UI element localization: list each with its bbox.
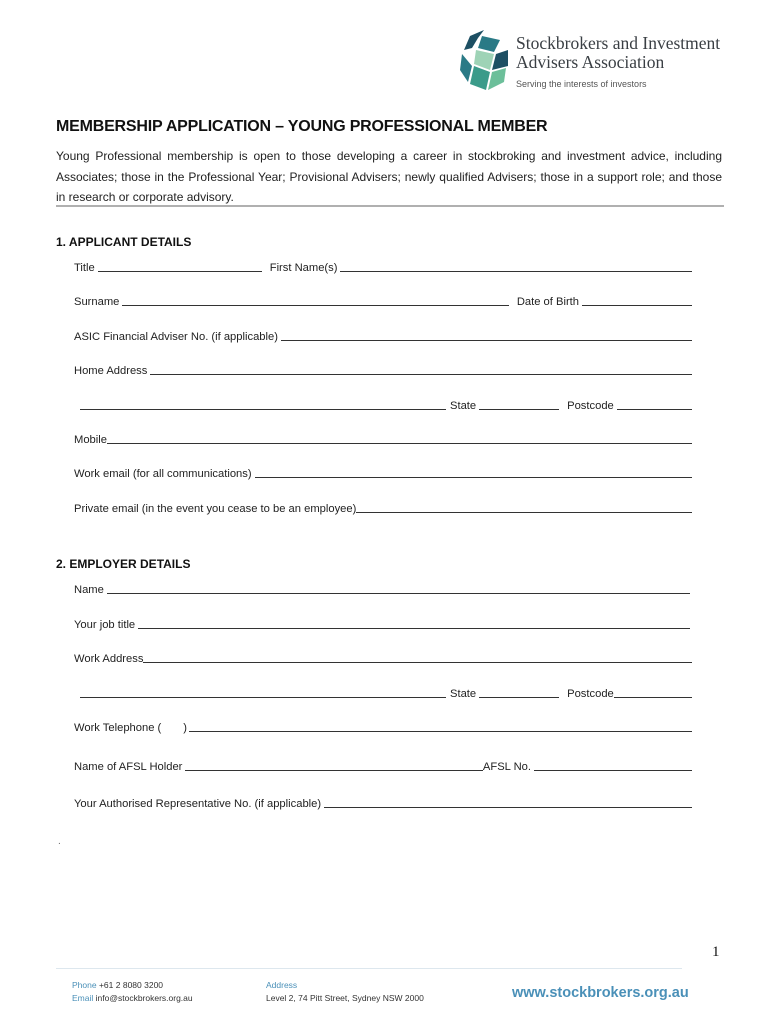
dob-field[interactable]	[582, 294, 692, 306]
home-postcode-label: Postcode	[567, 400, 614, 412]
email-key: Email	[72, 993, 94, 1003]
work-address-label: Work Address	[74, 653, 144, 665]
phone-key: Phone	[72, 980, 97, 990]
row-surname-dob	[74, 292, 692, 308]
surname-field[interactable]	[122, 294, 508, 306]
address-key: Address	[266, 980, 298, 990]
mobile-field[interactable]	[107, 432, 692, 444]
home-postcode-field[interactable]	[617, 398, 692, 410]
work-email-field[interactable]	[255, 466, 692, 478]
auth-rep-field[interactable]	[324, 796, 692, 808]
row-employer-name	[74, 580, 692, 596]
asic-field[interactable]	[281, 329, 692, 341]
row-job-title	[74, 615, 692, 631]
association-logo	[456, 26, 726, 92]
first-names-field[interactable]	[340, 260, 692, 272]
page-number: 1	[712, 944, 720, 960]
home-state-label: State	[450, 400, 477, 412]
footer-address	[266, 979, 424, 1005]
work-state-label: State	[450, 688, 477, 700]
row-auth-rep	[74, 794, 692, 810]
home-address-label: Home Address	[74, 365, 148, 377]
employer-name-field[interactable]	[107, 582, 690, 594]
row-work-email	[74, 464, 692, 480]
work-postcode-label: Postcode	[567, 688, 614, 700]
footer-contact	[72, 979, 193, 1005]
intro-paragraph: Young Professional membership is open to those developing a career in stockbroking and investment advice, including Associates; those in the Professional Year; Provisional Advisers; newly qualified Advisers; those in a support role; and those in research or corporate advisory.	[56, 149, 722, 204]
afsl-holder-label: Name of AFSL Holder	[74, 761, 183, 773]
title-field[interactable]	[98, 260, 262, 272]
work-email-label: Work email (for all communications)	[74, 468, 252, 480]
home-address-line2-field[interactable]	[80, 398, 446, 410]
org-name-line1: Stockbrokers and Investment	[516, 33, 721, 53]
work-postcode-field[interactable]	[614, 686, 692, 698]
row-home-address	[74, 361, 692, 377]
website-link[interactable]: www.stockbrokers.org.au	[512, 985, 689, 1001]
work-address-line2-field[interactable]	[80, 686, 446, 698]
home-address-field[interactable]	[150, 363, 692, 375]
row-afsl	[74, 757, 692, 773]
title-label: Title	[74, 262, 95, 274]
private-email-field[interactable]	[356, 501, 692, 513]
work-phone-field[interactable]	[189, 720, 692, 732]
mobile-label: Mobile	[74, 434, 107, 446]
row-work-address	[74, 649, 692, 665]
org-name	[516, 34, 720, 72]
phone-value: +61 2 8080 3200	[98, 980, 164, 990]
row-private-email	[74, 499, 692, 515]
surname-label: Surname	[74, 296, 120, 308]
work-state-field[interactable]	[479, 686, 559, 698]
job-title-label: Your job title	[74, 619, 136, 631]
first-names-label: First Name(s)	[269, 262, 338, 274]
footer-divider	[56, 968, 682, 969]
home-state-field[interactable]	[479, 398, 559, 410]
private-email-label: Private email (in the event you cease to be an employee)	[74, 503, 357, 515]
afsl-holder-field[interactable]	[185, 759, 483, 771]
row-work-state-postcode	[74, 684, 692, 700]
row-title-firstnames	[74, 258, 692, 274]
row-asic	[74, 327, 692, 343]
email-value[interactable]: info@stockbrokers.org.au	[95, 993, 193, 1003]
dob-label: Date of Birth	[516, 296, 579, 308]
auth-rep-label: Your Authorised Representative No. (if applicable)	[74, 798, 322, 810]
section-heading-employer: 2. EMPLOYER DETAILS	[56, 557, 191, 571]
row-work-telephone	[74, 718, 692, 734]
asic-label: ASIC Financial Adviser No. (if applicable)	[74, 331, 278, 343]
org-name-line2: Advisers Association	[516, 52, 665, 72]
work-phone-close: )	[183, 722, 188, 734]
logo-mark-icon	[456, 26, 512, 92]
stray-mark: .	[58, 836, 61, 847]
page-title: MEMBERSHIP APPLICATION – YOUNG PROFESSIONAL MEMBER	[56, 118, 548, 135]
org-tagline: Serving the interests of investors	[516, 79, 647, 89]
afsl-no-field[interactable]	[534, 759, 692, 771]
afsl-no-label: AFSL No.	[482, 761, 531, 773]
job-title-field[interactable]	[138, 617, 690, 629]
divider	[56, 205, 724, 207]
section-heading-applicant: 1. APPLICANT DETAILS	[56, 235, 192, 249]
row-mobile	[74, 430, 692, 446]
address-value: Level 2, 74 Pitt Street, Sydney NSW 2000	[266, 993, 424, 1003]
employer-name-label: Name	[74, 584, 104, 596]
work-address-field[interactable]	[143, 651, 692, 663]
work-phone-label: Work Telephone (	[74, 722, 162, 734]
row-home-state-postcode	[74, 396, 692, 412]
